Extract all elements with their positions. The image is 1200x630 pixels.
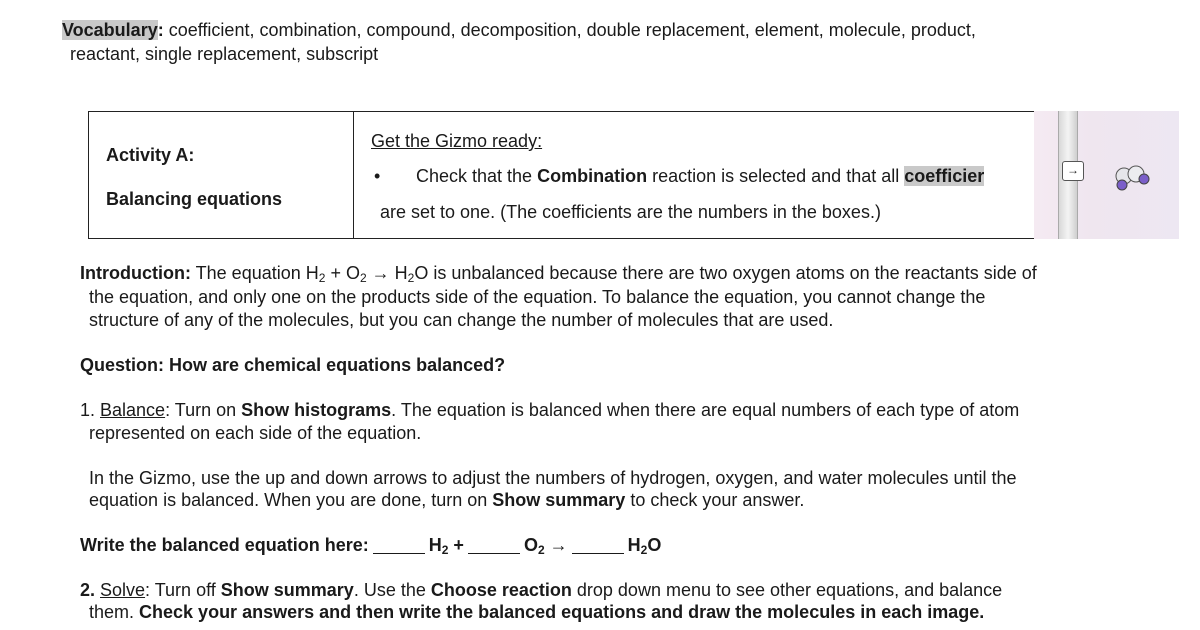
plus-sign: + [448,535,464,555]
arrow-right-icon: → [1062,161,1084,181]
gizmo-thumbnail [1034,111,1179,239]
check-answers-instruction: Check your answers and then write the balanced equations and draw the molecules in each image. [139,602,985,622]
introduction-label: Introduction: [80,263,191,283]
check-instruction [416,166,984,187]
balance-label: Balance [100,400,166,420]
h2o-formula-h: H [627,535,641,555]
activity-title: Balancing equations [106,189,283,209]
solve-text-a: : Turn off [145,580,221,600]
gizmo-text-b: to check your answer. [625,490,805,510]
intro-text-c: → H [366,263,408,283]
intro-text-d: O is unbalanced because there are two oxygen atoms on the reactants side of [414,263,1037,283]
vocabulary-terms-2: reactant, single replacement, subscript [70,44,379,64]
balance-text-a: : Turn on [165,400,242,420]
subscript: 2 [441,543,449,557]
intro-text-a: The equation H [190,263,319,283]
balance-line-1 [80,400,1019,421]
check-text-b: reaction is selected and that all [647,166,905,186]
coefficients-term: coefficier [904,166,985,186]
o2-formula: O [523,535,538,555]
gizmo-paragraph-line-2 [89,490,804,511]
coefficient-blank-h2[interactable] [373,537,425,554]
introduction-line-1 [80,263,1037,284]
intro-text-b: + O [325,263,360,283]
coefficient-blank-o2[interactable] [468,537,520,554]
gizmo-ready-heading: Get the Gizmo ready: [371,131,543,151]
gizmo-paragraph-line-1: In the Gizmo, use the up and down arrows to adjust the numbers of hydrogen, oxygen, and water molecules until the [89,468,1017,488]
subscript: 2 [359,271,367,285]
check-instruction-2: are set to one. (The coefficients are the numbers in the boxes.) [380,202,881,222]
h2o-formula-o: O [647,535,662,555]
activity-label: Activity A: [106,145,195,165]
h2-formula: H [428,535,442,555]
item-number: 2. [80,580,101,600]
vocabulary-terms-1: coefficient, combination, compound, decomposition, double replacement, element, molecule, product, [168,20,976,40]
activity-table [88,111,1150,239]
subscript: 2 [537,543,545,557]
balance-text-b: . The equation is balanced when there are equal numbers of each type of atom [391,400,1020,420]
item-number: 1. [80,400,101,420]
coefficient-blank-h2o[interactable] [572,537,624,554]
vocabulary-line-1: Vocabulary: coefficient, combination, compound, decomposition, double replacement, element, molecule, product, [62,20,976,40]
show-summary-term: Show summary [492,490,626,510]
solve-label: Solve [100,580,146,600]
solve-line-2 [89,602,984,623]
combination-term: Combination [537,166,648,186]
vocabulary-label: Vocabulary [62,20,158,40]
subscript: 2 [318,271,326,285]
introduction-line-2: the equation, and only one on the products side of the equation. To balance the equation, you cannot change the [89,287,986,307]
table-divider [353,112,354,238]
write-equation-line [80,535,661,556]
reaction-arrow: → [544,535,568,555]
choose-reaction-term: Choose reaction [430,580,572,600]
molecule-icon [1112,164,1152,196]
bullet: • [374,166,381,186]
show-histograms-term: Show histograms [241,400,392,420]
check-text-a: Check that the [416,166,538,186]
solve-text-b: . Use the [353,580,431,600]
subscript: 2 [640,543,648,557]
introduction-line-3: structure of any of the molecules, but you can change the number of molecules that are used. [89,310,834,330]
write-equation-label: Write the balanced equation here: [80,535,369,555]
subscript: 2 [407,271,415,285]
show-summary-term: Show summary [220,580,354,600]
solve-text-d: them. [89,602,140,622]
solve-line-1 [80,580,1002,601]
question-heading: Question: How are chemical equations balanced? [80,355,506,375]
gizmo-text-a: equation is balanced. When you are done, turn on [89,490,493,510]
balance-line-2: represented on each side of the equation. [89,423,422,443]
solve-text-c: drop down menu to see other equations, and balance [571,580,1003,600]
